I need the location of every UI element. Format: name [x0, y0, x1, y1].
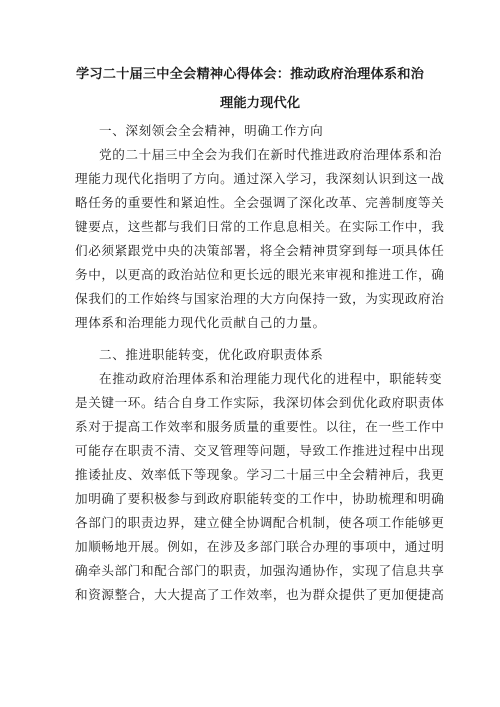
document-title-line-2: 理能力现代化 [220, 96, 301, 111]
section-2-heading: 二、推进职能转变，优化政府职责体系 [99, 347, 324, 362]
paragraph-line: 各部门的职责边界，建立健全协调配合机制，使各项工作能够更 [75, 515, 445, 530]
paragraph-line: 务中，以更高的政治站位和更长远的眼光来审视和推进工作，确 [75, 267, 445, 282]
paragraph-line: 推诿扯皮、效率低下等现象。学习二十届三中全会精神后，我更 [75, 467, 445, 482]
paragraph-line: 略任务的重要性和紧迫性。全会强调了深化改革、完善制度等关 [75, 195, 445, 210]
paragraph-line: 可能存在职责不清、交叉管理等问题，导致工作推进过程中出现 [75, 443, 445, 458]
paragraph-line: 确牵头部门和配合部门的职责，加强沟通协作，实现了信息共享 [75, 563, 445, 578]
paragraph-line: 系对于提高工作效率和服务质量的重要性。以往，在一些工作中 [75, 419, 445, 434]
paragraph-line: 是关键一环。结合自身工作实际，我深切体会到优化政府职责体 [75, 395, 445, 410]
paragraph-line: 加顺畅地开展。例如，在涉及多部门联合办理的事项中，通过明 [75, 539, 445, 554]
paragraph-line: 保我们的工作始终与国家治理的大方向保持一致，为实现政府治 [75, 291, 445, 306]
paragraph-line: 理能力现代化指明了方向。通过深入学习，我深刻认识到这一战 [75, 171, 445, 186]
paragraph-line: 在推动政府治理体系和治理能力现代化的进程中，职能转变 [99, 371, 443, 386]
paragraph-line: 和资源整合，大大提高了工作效率，也为群众提供了更加便捷高 [75, 587, 445, 602]
section-1-heading: 一、深刻领会全会精神，明确工作方向 [99, 123, 324, 138]
paragraph-line: 理体系和治理能力现代化贡献自己的力量。 [75, 315, 326, 330]
document-title-line-1: 学习二十届三中全会精神心得体会：推动政府治理体系和治 [75, 67, 425, 82]
paragraph-line: 键要点，这些都与我们日常的工作息息相关。在实际工作中，我 [75, 219, 445, 234]
paragraph-line: 党的二十届三中全会为我们在新时代推进政府治理体系和治 [99, 147, 443, 162]
paragraph-line: 加明确了要积极参与到政府职能转变的工作中，协助梳理和明确 [75, 491, 445, 506]
paragraph-line: 们必须紧跟党中央的决策部署，将全会精神贯穿到每一项具体任 [75, 243, 445, 258]
